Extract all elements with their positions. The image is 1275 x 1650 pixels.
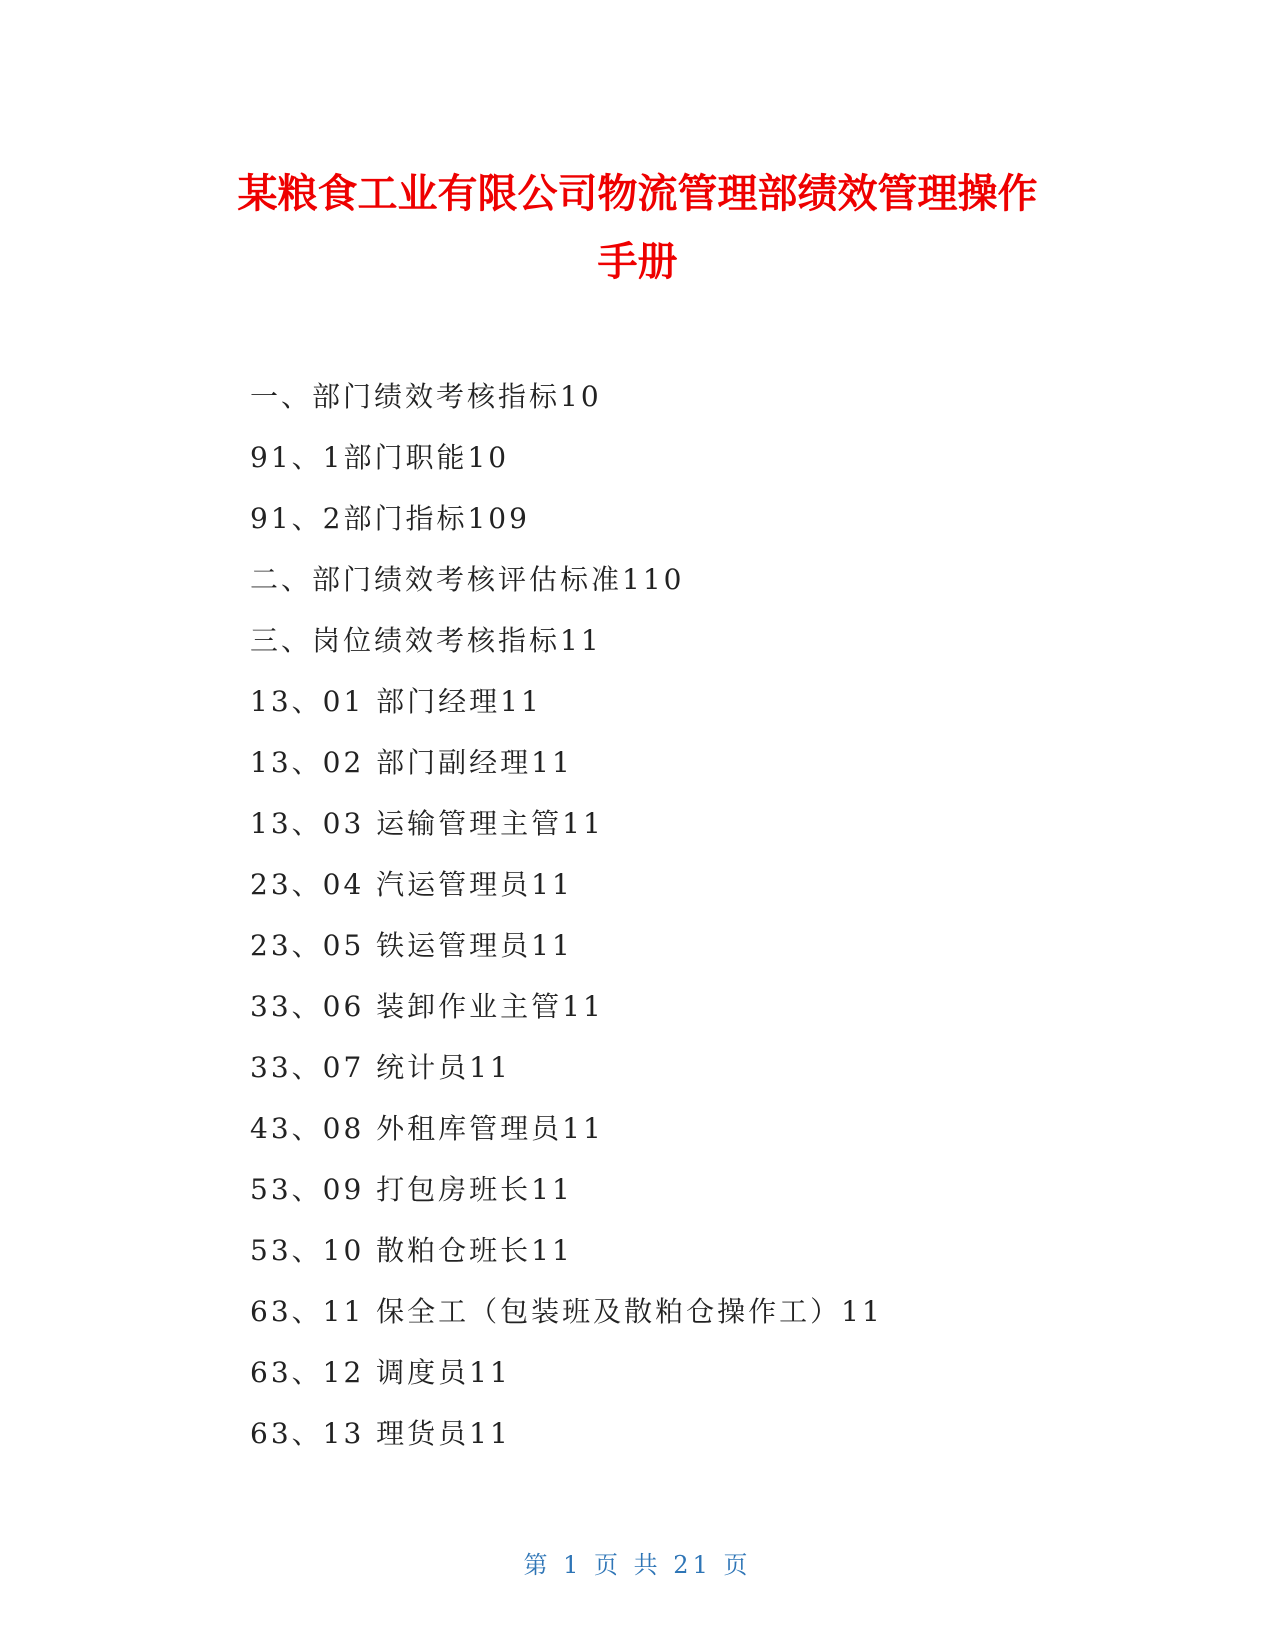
toc-item: 13、01 部门经理11	[250, 685, 542, 718]
document-title	[0, 160, 1275, 296]
toc-item: 53、10 散粕仓班长11	[250, 1234, 573, 1267]
page-footer: 第 1 页 共 21 页	[523, 1551, 752, 1579]
toc-item: 13、03 运输管理主管11	[250, 807, 604, 840]
toc-item: 一、部门绩效考核指标10	[250, 380, 602, 413]
document-title-line-1: 某粮食工业有限公司物流管理部绩效管理操作	[237, 171, 1038, 217]
document-title-line-2: 手册	[597, 239, 678, 285]
toc-item: 91、1部门职能10	[250, 441, 510, 474]
toc-item: 23、04 汽运管理员11	[250, 868, 573, 901]
table-of-contents	[250, 374, 883, 1472]
toc-item: 63、11 保全工（包装班及散粕仓操作工）11	[250, 1295, 883, 1328]
toc-item: 91、2部门指标109	[250, 502, 530, 535]
toc-item: 23、05 铁运管理员11	[250, 929, 573, 962]
toc-item: 53、09 打包房班长11	[250, 1173, 573, 1206]
toc-item: 13、02 部门副经理11	[250, 746, 573, 779]
toc-item: 三、岗位绩效考核指标11	[250, 624, 602, 657]
toc-item: 43、08 外租库管理员11	[250, 1112, 604, 1145]
toc-item: 63、12 调度员11	[250, 1356, 511, 1389]
toc-item: 33、06 装卸作业主管11	[250, 990, 604, 1023]
toc-item: 63、13 理货员11	[250, 1417, 511, 1450]
toc-item: 二、部门绩效考核评估标准110	[250, 563, 685, 596]
toc-item: 33、07 统计员11	[250, 1051, 511, 1084]
